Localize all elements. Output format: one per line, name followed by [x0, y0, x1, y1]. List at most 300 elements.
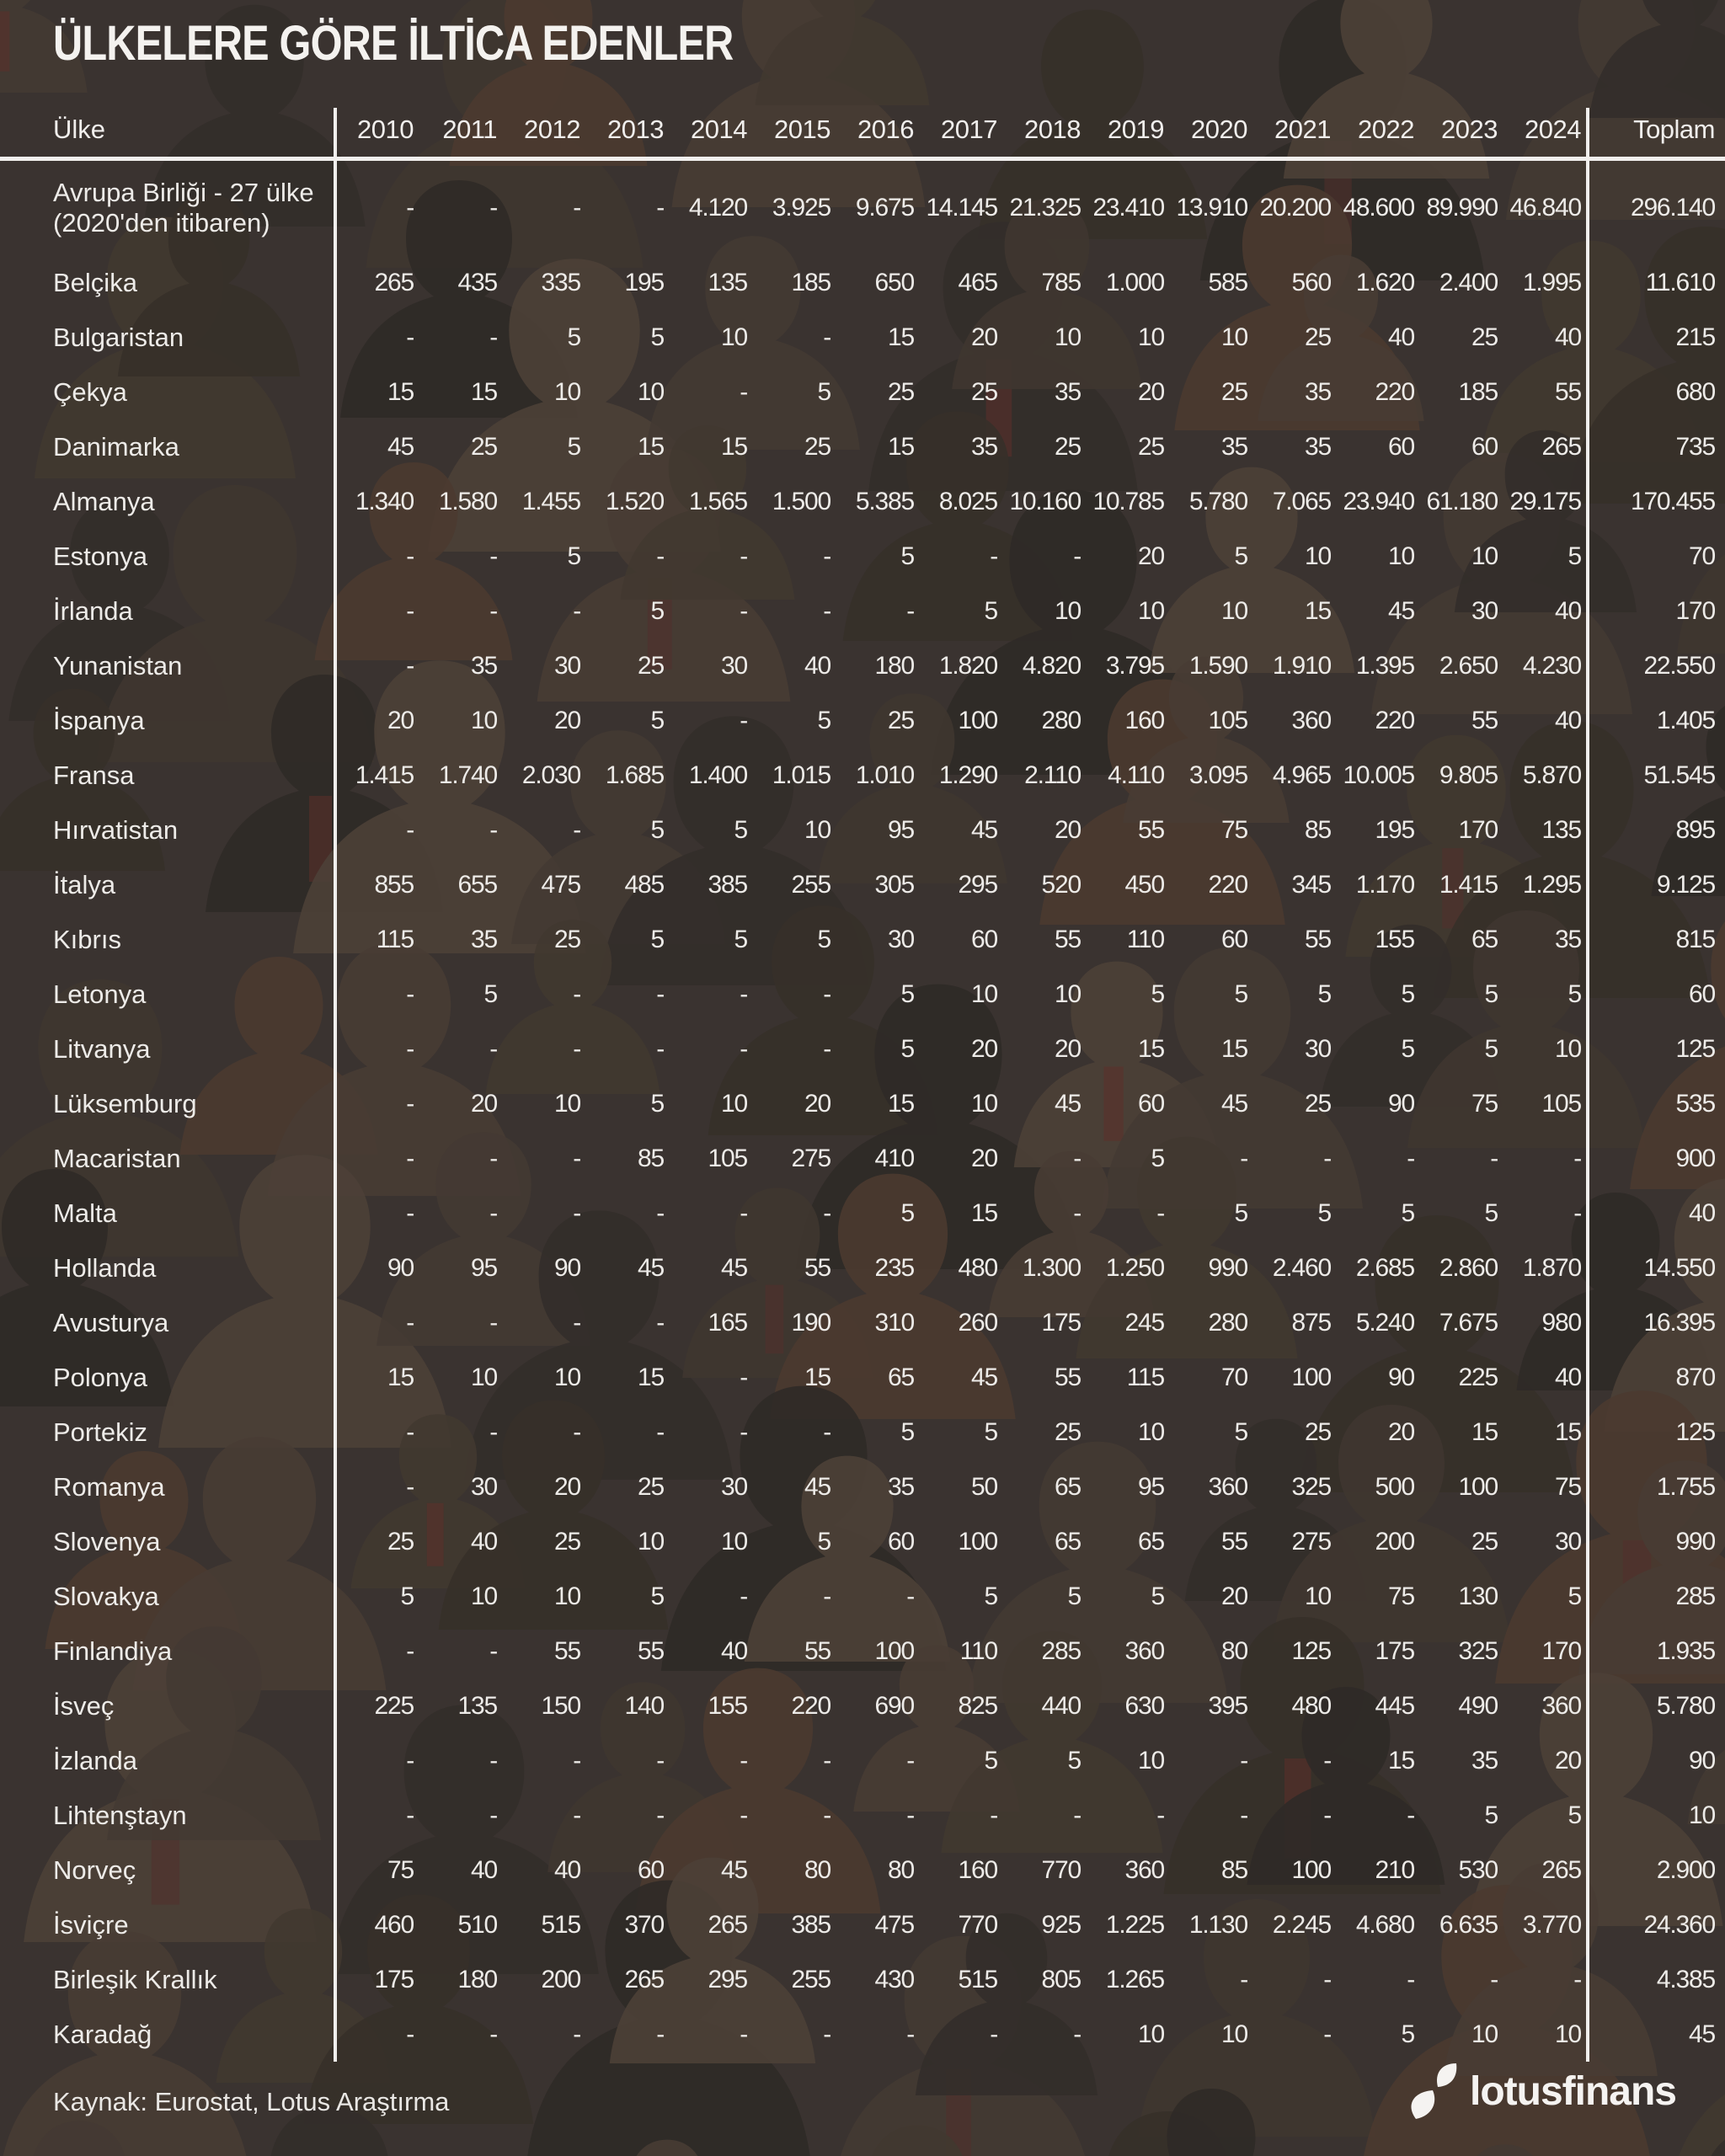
- country-name: Estonya: [53, 541, 148, 571]
- value-cell: 5: [817, 377, 830, 406]
- value-cell: -: [906, 1746, 914, 1774]
- value-cell: -: [406, 1801, 414, 1829]
- value-cell: -: [740, 542, 747, 570]
- value-cell: 295: [958, 870, 997, 899]
- value-cell: 29.175: [1509, 487, 1581, 515]
- value-cell: 61.180: [1426, 487, 1498, 515]
- value-cell: 45: [971, 815, 997, 844]
- value-cell: 5: [650, 1089, 664, 1118]
- value-cell: 105: [1208, 706, 1247, 734]
- value-cell: 5: [483, 979, 497, 1008]
- value-cell: 110: [959, 1636, 997, 1665]
- value-cell: 5: [984, 1417, 997, 1446]
- value-cell: 25: [804, 432, 830, 461]
- value-cell: 410: [874, 1144, 914, 1172]
- value-cell: 1.395: [1355, 651, 1414, 680]
- value-cell: 1.130: [1188, 1910, 1247, 1939]
- value-cell: 45: [721, 1855, 747, 1884]
- value-cell: 55: [1138, 815, 1164, 844]
- value-cell: 40: [1555, 1363, 1581, 1391]
- value-cell: 100: [958, 706, 997, 734]
- country-label: [0, 1034, 335, 1065]
- lotus-leaf-icon: [1404, 2062, 1458, 2121]
- value-cell: 655: [457, 870, 497, 899]
- value-cell: 5: [1151, 1144, 1164, 1172]
- value-cell: -: [573, 1144, 580, 1172]
- value-cell: -: [1323, 2020, 1331, 2048]
- value-cell: 4.680: [1355, 1910, 1414, 1939]
- value-cell: 40: [1388, 323, 1414, 351]
- country-name: Romanya: [53, 1471, 165, 1502]
- total-cell: 60: [1689, 979, 1715, 1008]
- value-cell: 3.795: [1105, 651, 1164, 680]
- value-cell: 5.870: [1522, 760, 1581, 789]
- country-label: [0, 1417, 335, 1448]
- table-row: [0, 1076, 1725, 1131]
- value-cell: 15: [1138, 1034, 1164, 1063]
- value-cell: 55: [804, 1636, 830, 1665]
- value-cell: 25: [387, 1527, 414, 1556]
- value-cell: 100: [958, 1527, 997, 1556]
- value-cell: 25: [1471, 323, 1498, 351]
- country-label: [0, 1308, 335, 1338]
- year-header: 2024: [1525, 115, 1581, 144]
- value-cell: 1.910: [1272, 651, 1331, 680]
- table-row: [0, 365, 1725, 419]
- total-cell: 296.140: [1630, 194, 1715, 221]
- country-name: Litvanya: [53, 1033, 151, 1064]
- table-row: [0, 803, 1725, 857]
- value-cell: -: [406, 323, 414, 351]
- value-cell: 1.820: [938, 651, 997, 680]
- value-cell: -: [823, 1034, 830, 1063]
- value-cell: -: [740, 2020, 747, 2048]
- value-cell: 65: [1471, 925, 1498, 953]
- value-cell: 4.110: [1108, 760, 1164, 789]
- value-cell: 10: [638, 377, 664, 406]
- value-cell: 2.460: [1272, 1253, 1331, 1282]
- value-cell: 25: [638, 1472, 664, 1501]
- country-name: Hollanda: [53, 1252, 157, 1283]
- value-cell: 220: [1375, 706, 1414, 734]
- value-cell: -: [740, 596, 747, 625]
- value-cell: 265: [1541, 432, 1581, 461]
- value-cell: 90: [554, 1253, 580, 1282]
- value-cell: 295: [708, 1965, 747, 1993]
- value-cell: -: [406, 194, 414, 221]
- value-cell: 25: [1221, 377, 1247, 406]
- value-cell: -: [573, 1198, 580, 1227]
- value-cell: -: [823, 1198, 830, 1227]
- value-cell: -: [740, 1198, 747, 1227]
- value-cell: 60: [1138, 1089, 1164, 1118]
- value-cell: -: [406, 1034, 414, 1063]
- total-cell: 90: [1689, 1746, 1715, 1774]
- value-cell: 5: [900, 1417, 914, 1446]
- value-cell: 5.385: [855, 487, 914, 515]
- value-cell: 5: [900, 542, 914, 570]
- value-cell: 475: [541, 870, 580, 899]
- value-cell: 90: [1388, 1363, 1414, 1391]
- value-cell: 1.015: [772, 760, 830, 789]
- value-cell: 140: [624, 1691, 664, 1720]
- country-label: [0, 1691, 335, 1721]
- value-cell: 60: [1388, 432, 1414, 461]
- table-row: [0, 1460, 1725, 1514]
- value-cell: 185: [1458, 377, 1498, 406]
- total-cell: 70: [1689, 542, 1715, 570]
- value-cell: 1.580: [438, 487, 497, 515]
- value-cell: 5: [984, 1746, 997, 1774]
- total-cell: 1.935: [1656, 1636, 1715, 1665]
- country-label: [0, 1636, 335, 1667]
- value-cell: 30: [471, 1472, 497, 1501]
- value-cell: 480: [958, 1253, 997, 1282]
- country-name: Polonya: [53, 1362, 148, 1392]
- value-cell: 15: [971, 1198, 997, 1227]
- table-row: [0, 1897, 1725, 1952]
- value-cell: -: [740, 377, 747, 406]
- value-cell: 5: [1401, 979, 1414, 1008]
- value-cell: 280: [1208, 1308, 1247, 1337]
- value-cell: 10: [1555, 1034, 1581, 1063]
- value-cell: 475: [874, 1910, 914, 1939]
- total-cell: 1.405: [1656, 706, 1715, 734]
- value-cell: 260: [958, 1308, 997, 1337]
- value-cell: 40: [554, 1855, 580, 1884]
- value-cell: -: [906, 1582, 914, 1610]
- value-cell: 125: [1291, 1636, 1331, 1665]
- value-cell: 5: [650, 706, 664, 734]
- value-cell: 1.225: [1105, 1910, 1164, 1939]
- value-cell: 1.300: [1022, 1253, 1081, 1282]
- value-cell: -: [1407, 1965, 1414, 1993]
- table-body: [0, 161, 1725, 2062]
- value-cell: 360: [1208, 1472, 1247, 1501]
- country-name: Finlandiya: [53, 1636, 173, 1666]
- value-cell: 200: [1375, 1527, 1414, 1556]
- value-cell: 10: [1055, 323, 1081, 351]
- value-cell: 5: [1567, 542, 1581, 570]
- value-cell: -: [1073, 1198, 1081, 1227]
- value-cell: 190: [791, 1308, 830, 1337]
- value-cell: -: [990, 1801, 997, 1829]
- value-cell: 5: [650, 596, 664, 625]
- value-cell: 5: [1401, 2020, 1414, 2048]
- total-cell: 22.550: [1643, 651, 1715, 680]
- value-cell: 55: [638, 1636, 664, 1665]
- value-cell: 95: [888, 815, 914, 844]
- value-cell: 5: [984, 596, 997, 625]
- value-cell: 430: [874, 1965, 914, 1993]
- value-cell: 45: [1055, 1089, 1081, 1118]
- value-cell: -: [1240, 1965, 1247, 1993]
- country-name: Kıbrıs: [53, 924, 121, 954]
- country-label: [0, 925, 335, 955]
- value-cell: 4.120: [688, 194, 747, 221]
- value-cell: 25: [1305, 1417, 1331, 1446]
- value-cell: 25: [1471, 1527, 1498, 1556]
- value-cell: 175: [374, 1965, 414, 1993]
- value-cell: -: [906, 596, 914, 625]
- value-cell: 15: [1555, 1417, 1581, 1446]
- value-cell: 2.110: [1024, 760, 1081, 789]
- value-cell: 5: [650, 925, 664, 953]
- value-cell: 360: [1291, 706, 1331, 734]
- value-cell: 5: [1567, 1582, 1581, 1610]
- value-cell: 335: [541, 268, 580, 296]
- value-cell: 305: [874, 870, 914, 899]
- value-cell: 370: [624, 1910, 664, 1939]
- value-cell: 1.590: [1188, 651, 1247, 680]
- value-cell: -: [740, 1417, 747, 1446]
- value-cell: -: [406, 979, 414, 1008]
- value-cell: 175: [1041, 1308, 1081, 1337]
- country-label: [0, 1472, 335, 1502]
- value-cell: 55: [1471, 706, 1498, 734]
- value-cell: 160: [1124, 706, 1164, 734]
- table-header-row: [0, 103, 1725, 157]
- value-cell: 25: [888, 377, 914, 406]
- country-label: [0, 979, 335, 1010]
- table-row: [0, 967, 1725, 1022]
- value-cell: 15: [721, 432, 747, 461]
- country-label: [0, 1910, 335, 1940]
- value-cell: 20: [971, 1034, 997, 1063]
- value-cell: 175: [1375, 1636, 1414, 1665]
- value-cell: -: [1240, 1144, 1247, 1172]
- value-cell: 15: [1221, 1034, 1247, 1063]
- value-cell: -: [1323, 1965, 1331, 1993]
- value-cell: 265: [624, 1965, 664, 1993]
- value-cell: 90: [387, 1253, 414, 1282]
- value-cell: 3.770: [1522, 1910, 1581, 1939]
- value-cell: -: [656, 1198, 664, 1227]
- value-cell: 135: [708, 268, 747, 296]
- value-cell: 30: [721, 1472, 747, 1501]
- value-cell: 135: [457, 1691, 497, 1720]
- value-cell: 10: [1138, 323, 1164, 351]
- value-cell: 10: [1471, 2020, 1498, 2048]
- value-cell: 7.675: [1439, 1308, 1498, 1337]
- value-cell: 10: [1221, 323, 1247, 351]
- value-cell: -: [656, 2020, 664, 2048]
- value-cell: 3.925: [772, 194, 830, 221]
- value-cell: 130: [1458, 1582, 1498, 1610]
- value-cell: 10: [1305, 542, 1331, 570]
- value-cell: -: [573, 1417, 580, 1446]
- table-row: [0, 419, 1725, 474]
- value-cell: 80: [804, 1855, 830, 1884]
- value-cell: 20: [1055, 1034, 1081, 1063]
- value-cell: 46.840: [1509, 194, 1581, 221]
- value-cell: 770: [958, 1910, 997, 1939]
- value-cell: 275: [1291, 1527, 1331, 1556]
- country-name: İsveç: [53, 1690, 115, 1721]
- year-header: 2012: [524, 115, 580, 144]
- value-cell: -: [656, 194, 664, 221]
- country-label: [0, 1089, 335, 1119]
- value-cell: 10: [1555, 2020, 1581, 2048]
- value-cell: -: [1407, 1144, 1414, 1172]
- value-cell: -: [656, 979, 664, 1008]
- total-cell: 125: [1675, 1034, 1715, 1063]
- country-name: İzlanda: [53, 1745, 137, 1775]
- value-cell: 1.250: [1105, 1253, 1164, 1282]
- value-cell: 100: [1291, 1855, 1331, 1884]
- value-cell: 990: [1208, 1253, 1247, 1282]
- year-header: 2018: [1024, 115, 1081, 144]
- total-cell: 24.360: [1643, 1910, 1715, 1939]
- value-cell: 20: [554, 1472, 580, 1501]
- value-cell: 690: [874, 1691, 914, 1720]
- country-name: Portekiz: [53, 1417, 147, 1447]
- value-cell: 1.455: [521, 487, 580, 515]
- country-label: [0, 706, 335, 736]
- value-cell: -: [1573, 1198, 1581, 1227]
- year-header: 2019: [1108, 115, 1164, 144]
- value-cell: 325: [1291, 1472, 1331, 1501]
- value-cell: 450: [1124, 870, 1164, 899]
- total-cell: 4.385: [1656, 1965, 1715, 1993]
- column-divider-total: [1586, 108, 1589, 2062]
- value-cell: 35: [971, 432, 997, 461]
- table-row: [0, 1952, 1725, 2007]
- value-cell: 220: [1208, 870, 1247, 899]
- country-name: Belçika: [53, 267, 137, 297]
- value-cell: 480: [1291, 1691, 1331, 1720]
- value-cell: 35: [471, 925, 497, 953]
- asylum-table: [0, 103, 1725, 2062]
- country-label: [0, 377, 335, 408]
- value-cell: 445: [1375, 1691, 1414, 1720]
- value-cell: 21.325: [1009, 194, 1081, 221]
- value-cell: -: [573, 596, 580, 625]
- country-label: [0, 1965, 335, 1995]
- year-header: 2023: [1441, 115, 1498, 144]
- value-cell: 265: [708, 1910, 747, 1939]
- value-cell: 70: [1221, 1363, 1247, 1391]
- table-row: [0, 1186, 1725, 1241]
- table-row: [0, 1733, 1725, 1788]
- value-cell: -: [1156, 1198, 1164, 1227]
- value-cell: 1.620: [1355, 268, 1414, 296]
- value-cell: -: [573, 2020, 580, 2048]
- value-cell: -: [406, 815, 414, 844]
- value-cell: 65: [1055, 1472, 1081, 1501]
- table-row: [0, 1241, 1725, 1295]
- value-cell: 4.230: [1522, 651, 1581, 680]
- table-row: [0, 638, 1725, 693]
- table-row: [0, 529, 1725, 584]
- value-cell: 105: [1541, 1089, 1581, 1118]
- value-cell: -: [406, 1472, 414, 1501]
- value-cell: 5: [1484, 1198, 1498, 1227]
- value-cell: 160: [958, 1855, 997, 1884]
- value-cell: 10: [1055, 979, 1081, 1008]
- value-cell: 35: [1055, 377, 1081, 406]
- table-row: [0, 693, 1725, 748]
- total-cell: 5.780: [1656, 1691, 1715, 1720]
- value-cell: 20: [971, 323, 997, 351]
- value-cell: 30: [888, 925, 914, 953]
- value-cell: 630: [1124, 1691, 1164, 1720]
- total-cell: 45: [1689, 2020, 1715, 2048]
- total-cell: 990: [1675, 1527, 1715, 1556]
- value-cell: 2.400: [1439, 268, 1498, 296]
- value-cell: 50: [971, 1472, 997, 1501]
- value-cell: 235: [874, 1253, 914, 1282]
- value-cell: -: [489, 1034, 497, 1063]
- table-row: [0, 474, 1725, 529]
- value-cell: 20: [387, 706, 414, 734]
- country-label: [0, 870, 335, 900]
- total-cell: 895: [1675, 815, 1715, 844]
- table-row: [0, 1843, 1725, 1897]
- value-cell: 15: [1471, 1417, 1498, 1446]
- value-cell: -: [656, 1308, 664, 1337]
- value-cell: 285: [1041, 1636, 1081, 1665]
- value-cell: 385: [708, 870, 747, 899]
- value-cell: -: [740, 706, 747, 734]
- value-cell: 10: [1388, 542, 1414, 570]
- value-cell: 1.565: [688, 487, 747, 515]
- value-cell: 20: [1138, 377, 1164, 406]
- year-header: 2022: [1358, 115, 1414, 144]
- value-cell: 15: [638, 1363, 664, 1391]
- country-name: Çekya: [53, 376, 127, 407]
- value-cell: 225: [1458, 1363, 1498, 1391]
- value-cell: 1.415: [355, 760, 414, 789]
- total-cell: 285: [1675, 1582, 1715, 1610]
- value-cell: -: [1240, 1746, 1247, 1774]
- value-cell: 200: [541, 1965, 580, 1993]
- value-cell: 15: [888, 432, 914, 461]
- value-cell: 325: [1458, 1636, 1498, 1665]
- value-cell: 5: [1567, 979, 1581, 1008]
- value-cell: 110: [1126, 925, 1164, 953]
- value-cell: 10: [1221, 596, 1247, 625]
- value-cell: 45: [971, 1363, 997, 1391]
- value-cell: -: [823, 1417, 830, 1446]
- country-note: (2020'den itibaren): [53, 208, 270, 237]
- value-cell: -: [990, 2020, 997, 2048]
- country-name: Letonya: [53, 979, 147, 1009]
- value-cell: 25: [1305, 323, 1331, 351]
- country-label: [0, 760, 335, 791]
- value-cell: -: [740, 979, 747, 1008]
- value-cell: -: [406, 596, 414, 625]
- country-name: Fransa: [53, 760, 135, 790]
- value-cell: 10: [1305, 1582, 1331, 1610]
- value-cell: 55: [554, 1636, 580, 1665]
- value-cell: 60: [1471, 432, 1498, 461]
- value-cell: 520: [1041, 870, 1081, 899]
- value-cell: 10: [721, 1527, 747, 1556]
- value-cell: 5: [1567, 1801, 1581, 1829]
- total-cell: 815: [1675, 925, 1715, 953]
- value-cell: -: [489, 323, 497, 351]
- value-cell: 1.870: [1522, 1253, 1581, 1282]
- value-cell: 35: [1305, 377, 1331, 406]
- total-cell: 2.900: [1656, 1855, 1715, 1884]
- value-cell: 90: [1388, 1089, 1414, 1118]
- value-cell: 25: [971, 377, 997, 406]
- value-cell: 360: [1124, 1855, 1164, 1884]
- value-cell: 980: [1541, 1308, 1581, 1337]
- value-cell: 25: [554, 1527, 580, 1556]
- value-cell: -: [1073, 2020, 1081, 2048]
